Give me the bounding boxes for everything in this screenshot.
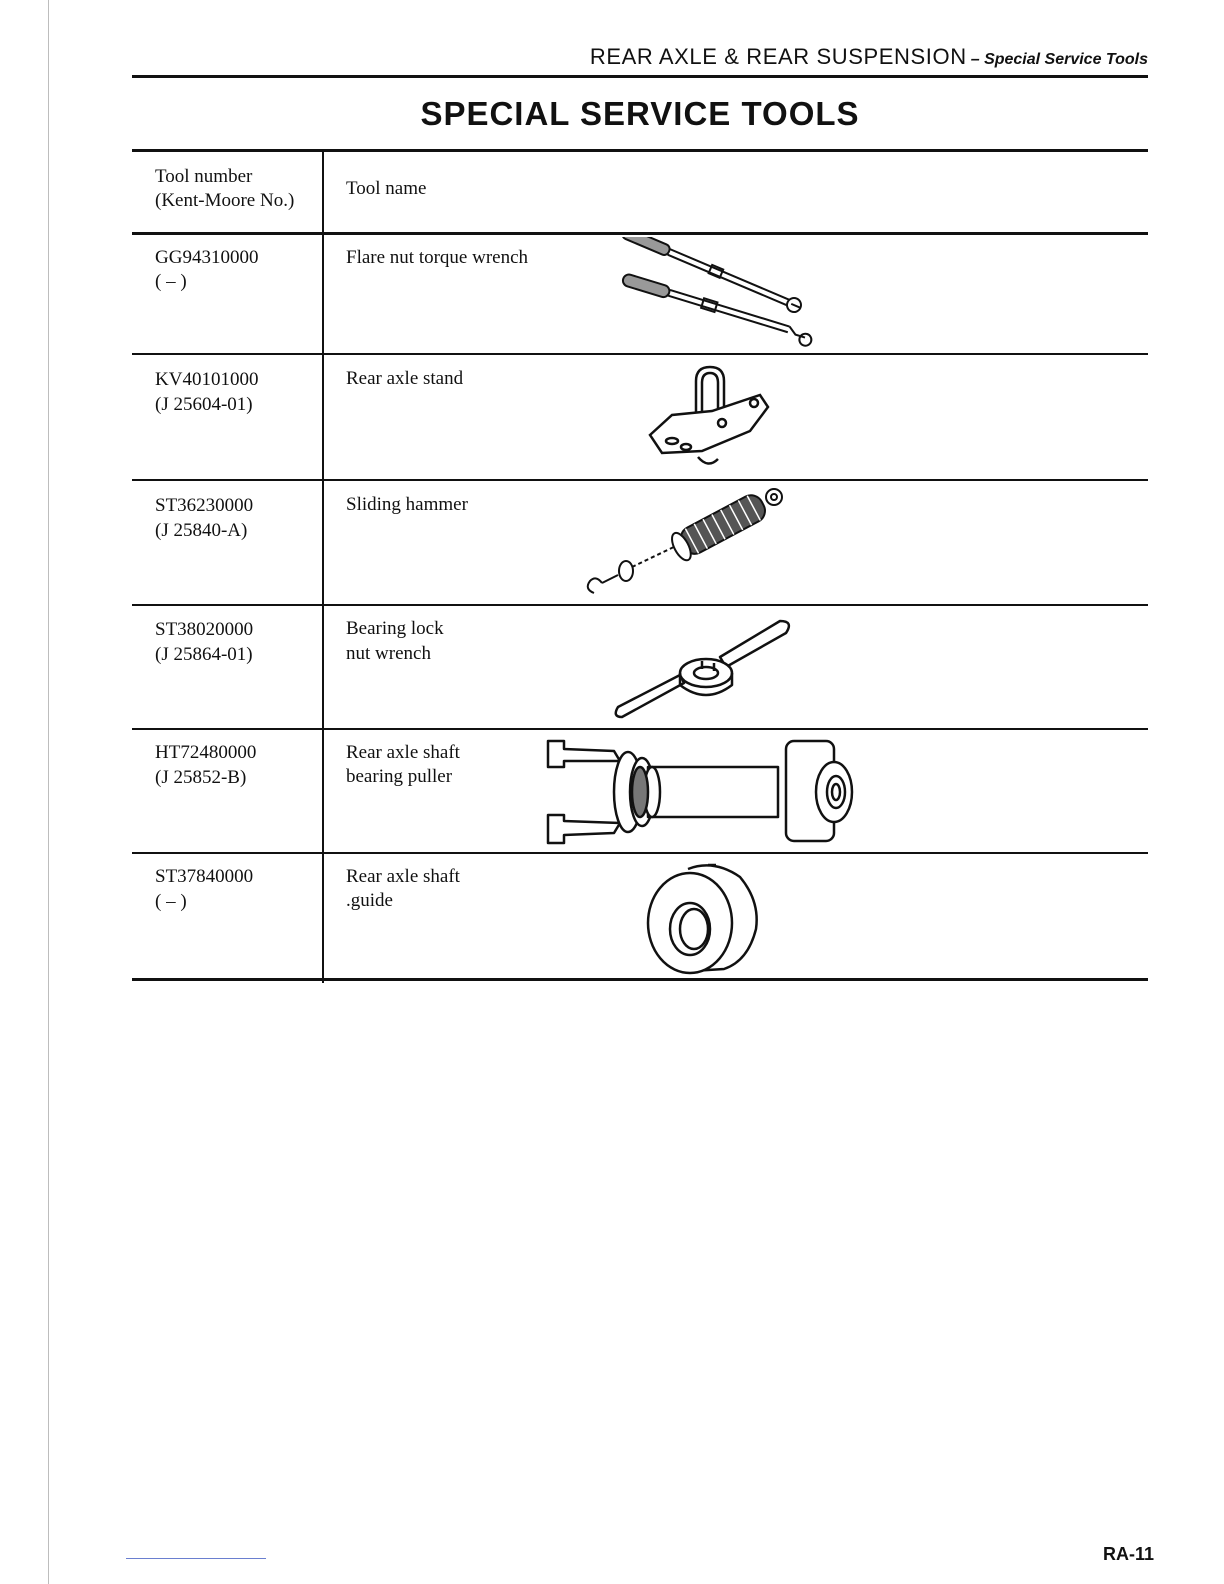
row-divider — [132, 604, 1148, 606]
col-header-kent-moore: (Kent-Moore No.) — [155, 190, 295, 211]
tool-number: ST36230000 — [155, 495, 254, 516]
header-rule — [132, 75, 1148, 78]
header-subsection: – Special Service Tools — [970, 51, 1148, 68]
tool-number: ST38020000 — [155, 619, 254, 640]
header-section-title: REAR AXLE & REAR SUSPENSION — [589, 44, 967, 69]
tool-number: HT72480000 — [155, 742, 257, 763]
tool-name: Rear axle shaft — [346, 742, 460, 763]
row-divider — [132, 353, 1148, 355]
table-bottom-rule — [132, 978, 1148, 981]
table-header-rule — [132, 232, 1148, 235]
column-divider — [322, 149, 324, 983]
kent-moore-number: (J 25864-01) — [155, 644, 253, 665]
tools-table — [132, 149, 1148, 983]
tool-number: GG94310000 — [155, 247, 259, 268]
tool-name: Rear axle stand — [346, 368, 464, 389]
kent-moore-number: (J 25840-A) — [155, 520, 248, 541]
sliding-hammer-illustration — [582, 485, 792, 603]
flare-nut-torque-wrench-illustration — [610, 237, 840, 349]
page-title: SPECIAL SERVICE TOOLS — [420, 95, 860, 132]
bearing-puller-illustration — [544, 737, 868, 851]
kent-moore-number: ( – ) — [155, 891, 187, 912]
kent-moore-number: ( – ) — [155, 271, 187, 292]
tool-name-line2: bearing puller — [346, 766, 453, 787]
col-header-tool-name: Tool name — [346, 178, 427, 199]
row-divider — [132, 852, 1148, 854]
row-divider — [132, 479, 1148, 481]
rear-axle-stand-illustration — [642, 365, 782, 473]
kent-moore-number: (J 25604-01) — [155, 394, 253, 415]
row-divider — [132, 728, 1148, 730]
tool-name: Flare nut torque wrench — [346, 247, 529, 268]
kent-moore-number: (J 25852-B) — [155, 767, 247, 788]
page-number: RA-11 — [1102, 1544, 1154, 1564]
tool-name-line2: .guide — [346, 890, 393, 911]
tool-name: Bearing lock — [346, 618, 444, 639]
tool-name: Sliding hammer — [346, 494, 468, 515]
tool-name: Rear axle shaft — [346, 866, 460, 887]
tool-name-line2: nut wrench — [346, 643, 431, 664]
table-top-rule — [132, 149, 1148, 152]
axle-shaft-guide-illustration — [644, 857, 760, 977]
footer-rule — [126, 1558, 266, 1559]
col-header-tool-number: Tool number — [155, 166, 253, 187]
bearing-lock-nut-wrench-illustration — [610, 613, 800, 721]
page-header — [132, 44, 1148, 74]
tool-number: KV40101000 — [155, 369, 259, 390]
tool-number: ST37840000 — [155, 866, 254, 887]
binding-margin-line — [48, 0, 49, 1584]
